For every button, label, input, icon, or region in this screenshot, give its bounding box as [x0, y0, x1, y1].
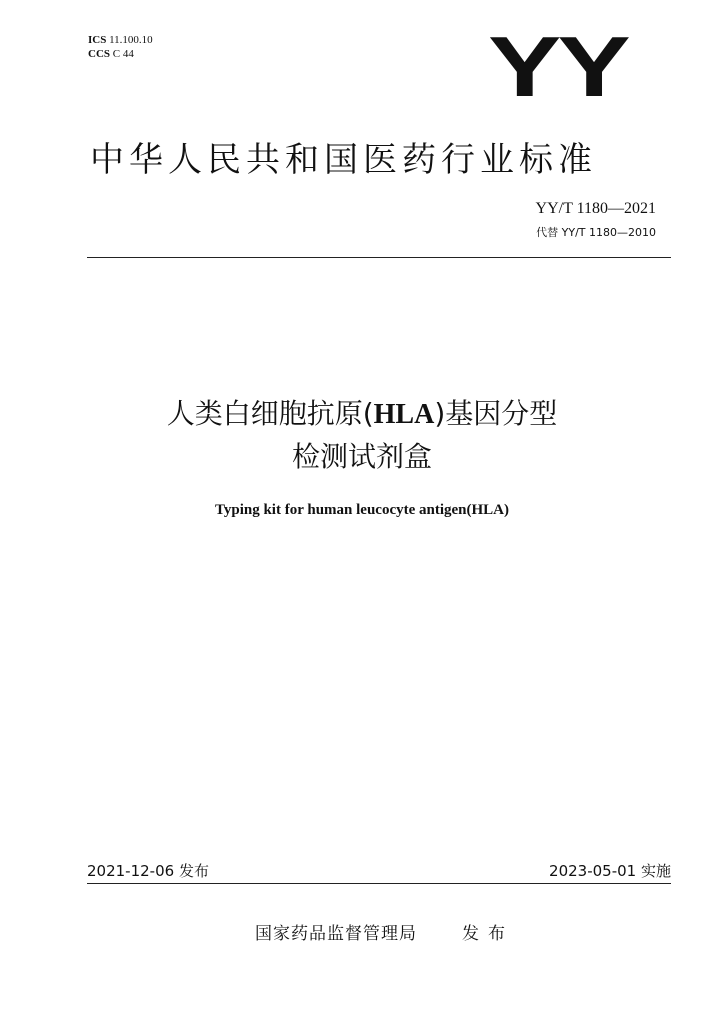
ics-label: ICS — [88, 34, 107, 46]
title-suffix: )基因分型 — [434, 397, 558, 430]
ics-line — [88, 33, 153, 47]
chinese-title-line-2: 检测试剂盒 — [291, 440, 432, 473]
issuing-authority-heading: 中华人民共和国医药行业标准 — [90, 140, 597, 180]
ccs-label: CCS — [88, 48, 111, 60]
chinese-title — [0, 393, 724, 478]
title-abbreviation: HLA — [373, 399, 435, 430]
top-divider — [87, 257, 671, 258]
english-title: Typing kit for human leucocyte antigen(HLA) — [214, 502, 510, 518]
issuing-agency: 国家药品监督管理局 — [255, 924, 417, 944]
ccs-code: C 44 — [112, 48, 134, 60]
implementation-date: 2023-05-01 实施 — [549, 862, 671, 880]
ics-code: 11.100.10 — [109, 34, 153, 46]
ccs-line — [88, 47, 153, 61]
classification-codes — [88, 33, 153, 61]
bottom-divider — [87, 883, 671, 884]
issue-verb: 发布 — [462, 924, 514, 944]
issue-date: 2021-12-06 发布 — [87, 862, 209, 880]
replaced-standard: 代替 YY/T 1180—2010 — [536, 226, 656, 239]
title-prefix: 人类白细胞抗原( — [166, 397, 374, 430]
yy-logo: YY — [488, 18, 627, 115]
chinese-title-line-1 — [0, 393, 724, 436]
standard-number: YY/T 1180—2021 — [535, 200, 656, 217]
